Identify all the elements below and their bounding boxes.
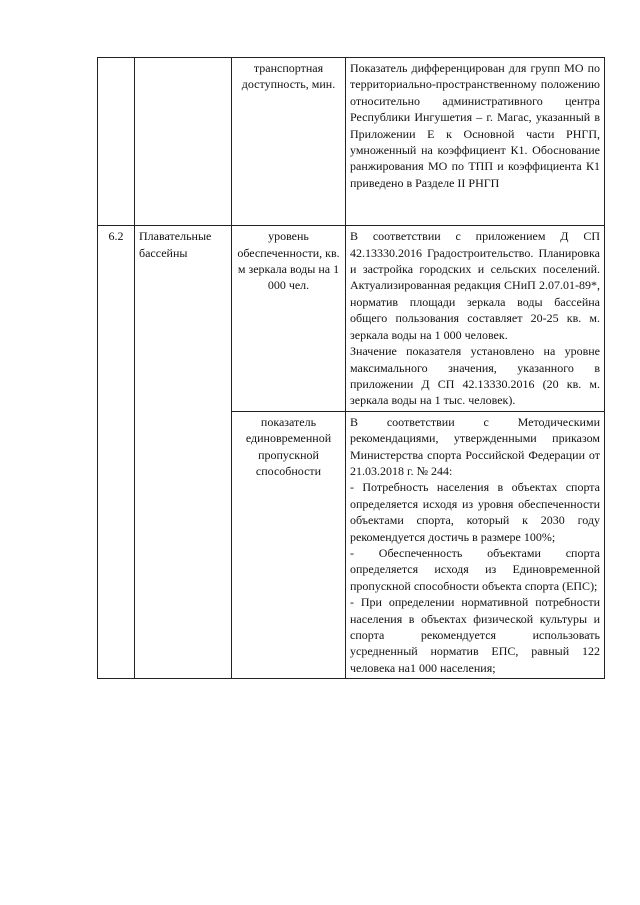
rationale-cell [346,226,605,411]
indicator-cell: транспортная доступность, мин. [232,58,346,226]
row-number-cell [98,58,135,226]
object-cell: Плавательные бассейны [135,226,232,679]
rationale-paragraph: Показатель дифференцирован для групп МО по территориально-пространственному положению относительно административного центра Республики Ингушетия – г. Магас, указанный в Приложении Е к Основной части РНГП, умноженный на коэффициент К1. Обоснование ранжирования МО по ТПП и коэффициента К1 приведено в Разделе II РНГП [350,61,600,190]
table-row [98,226,605,411]
rationale-paragraph: - Потребность населения в объектах спорта определяется исходя из уровня обеспеченности объектами спорта, который к 2030 году рекомендуется достичь в размере 100%; [350,480,600,544]
rationale-paragraph: В соответствии с приложением Д СП 42.13330.2016 Градостроительство. Планировка и застройка городских и сельских поселений. Актуализированная редакция СНиП 2.07.01-89*, норматив площади зеркала воды бассейна общего пользования составляет 20-25 кв. м. зеркала воды на 1 000 человек. [350,229,600,342]
norms-table [97,57,605,679]
rationale-paragraph: Значение показателя установлено на уровне максимального значения, указанного в приложении Д СП 42.13330.2016 (20 кв. м. зеркала воды на 1 тыс. человек). [350,344,600,408]
cell-spacer [350,191,600,223]
object-cell [135,58,232,226]
rationale-paragraph: - При определении нормативной потребности населения в объектах физической культуры и спорта рекомендуется использовать усредненный норматив ЕПС, равный 122 человека на1 000 населения; [350,595,600,675]
rationale-cell [346,411,605,679]
table-row [98,58,605,226]
indicator-cell: уровень обеспеченности, кв. м зеркала воды на 1 000 чел. [232,226,346,411]
row-number-cell: 6.2 [98,226,135,679]
rationale-paragraph: - Обеспеченность объектами спорта определяется исходя из Единовременной пропускной способности объекта спорта (ЕПС); [350,545,600,593]
indicator-cell: показатель единовременной пропускной способности [232,411,346,679]
rationale-paragraph: В соответствии с Методическими рекомендациями, утвержденными приказом Министерства спорта Российской Федерации от 21.03.2018 г. № 244: [350,414,600,478]
rationale-cell [346,58,605,226]
